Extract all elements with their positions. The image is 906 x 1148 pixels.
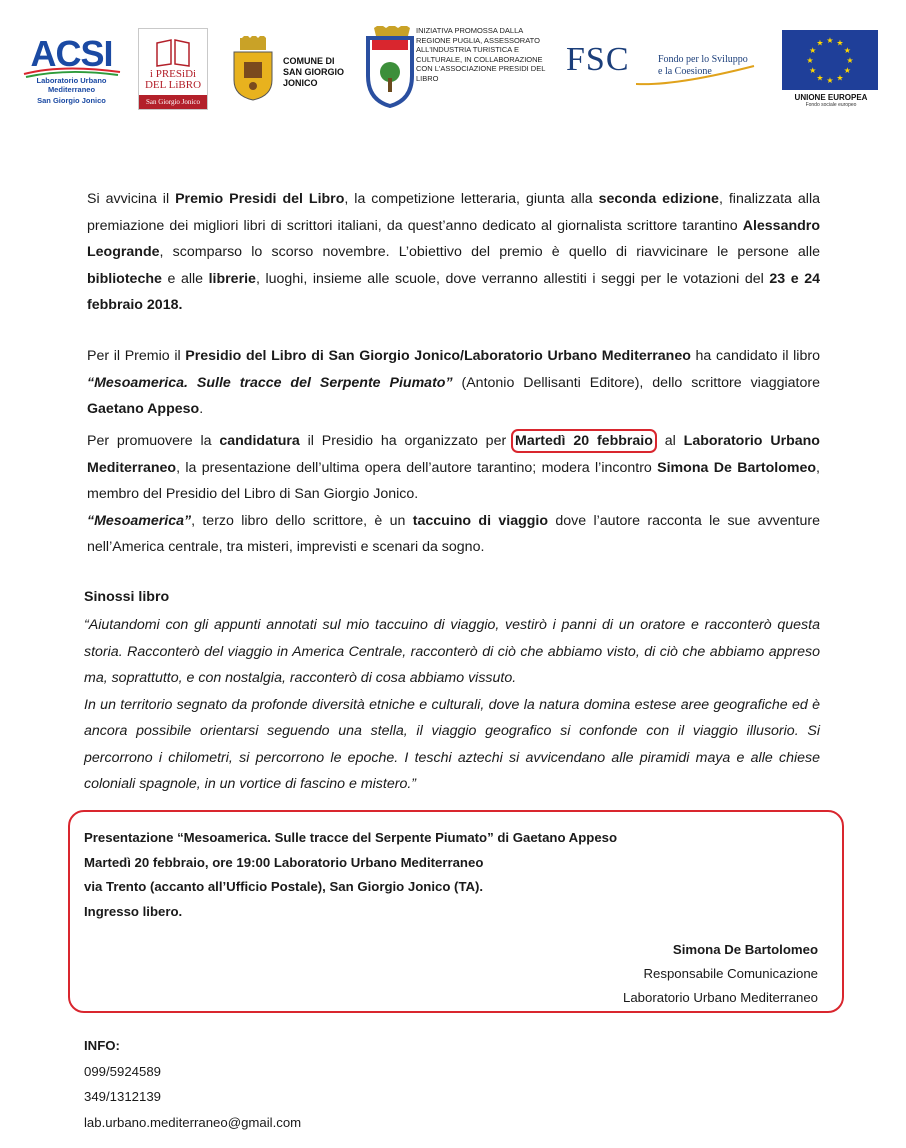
text: , membro del Presidio del Libro di San Giorgio Jonico. <box>87 459 820 502</box>
candidate-paragraph <box>87 343 820 423</box>
text: e alle <box>161 270 209 287</box>
premio-name: Premio Presidi del Libro <box>175 191 345 207</box>
info-phone-2: 349/1312139 <box>84 1089 162 1104</box>
text: ha candidato il libro <box>690 348 820 364</box>
text: , scomparso lo scorso novembre. L’obiettivo del premio è quello di riavvicinare le persone alle <box>159 244 820 260</box>
eu-star-icon: ★ <box>816 73 824 83</box>
sinossi-paragraph-1: “Aiutandomi con gli appunti annotati sul mio taccuino di viaggio, vestirò i panni di un oratore e racconterò questa storia. Racconterò del viaggio in America Centrale, racconterò di ciò che abbiamo visto, di ciò che abbiamo appreso ma, soprattutto, e con nostalgia, racconterò di cosa abbiamo vissuto. <box>84 617 820 686</box>
eu-sublabel: Fondo sociale europeo <box>805 102 857 108</box>
info-email: lab.urbano.mediterraneo@gmail.com <box>84 1114 302 1130</box>
eu-star-icon: ★ <box>806 56 814 65</box>
highlighted-date: Martedì 20 febbraio <box>511 429 657 453</box>
text: dove l’autore racconta le sue avventure nell’America centrale, tra misteri, imprevisti e scenari da sogno. <box>87 512 820 555</box>
presidi-line-2: DEL LiBRO <box>144 79 202 91</box>
text: Per il Premio il <box>87 348 186 364</box>
text: Per promuovere la <box>87 433 220 449</box>
venue-name: Laboratorio Urbano Mediterraneo <box>87 433 820 476</box>
eu-star-icon: ★ <box>843 46 851 55</box>
info-section <box>84 1033 301 1135</box>
text: , luoghi, insieme alle scuole, dove verranno allestiti i seggi per le votazioni del <box>255 270 770 287</box>
regione-crest-icon <box>364 26 414 108</box>
book-icon <box>153 37 193 67</box>
acsi-subtitle-1: Laboratorio Urbano Mediterraneo <box>36 76 107 94</box>
event-line-title: Presentazione “Mesoamerica. Sulle tracce del Serpente Piumato” di Gaetano Appeso <box>84 830 618 845</box>
regione-puglia-logo <box>364 26 554 108</box>
eu-star-icon: ★ <box>826 76 834 85</box>
comune-logo <box>230 36 360 102</box>
fsc-line-1: Fondo per lo Sviluppo <box>658 54 748 65</box>
eu-star-icon: ★ <box>836 38 844 48</box>
signature-role: Responsabile Comunicazione <box>643 966 818 981</box>
text: , terzo libro dello scrittore, è un <box>191 512 413 529</box>
eu-label: UNIONE EUROPEA <box>794 93 868 102</box>
eu-logo <box>782 30 880 116</box>
eu-star-icon: ★ <box>843 66 851 75</box>
signature-org: Laboratorio Urbano Mediterraneo <box>623 990 818 1005</box>
author-name: Gaetano Appeso <box>87 401 200 417</box>
presidio-name: Presidio del Libro di San Giorgio Jonico/Laboratorio Urbano Mediterraneo <box>185 348 691 364</box>
acsi-mark: ACSI <box>30 33 113 74</box>
fsc-mark: FSC <box>566 41 630 78</box>
text: Si avvicina il <box>87 191 176 207</box>
event-paragraph <box>87 428 820 561</box>
fsc-line-2: e la Coesione <box>658 66 712 77</box>
taccuino-emphasis: taccuino di viaggio <box>412 512 549 529</box>
signature-name: Simona De Bartolomeo <box>672 942 818 957</box>
comune-line-2: SAN GIORGIO <box>283 67 345 77</box>
book-title: “Mesoamerica. Sulle tracce del Serpente Piumato” <box>87 374 453 391</box>
comune-line-3: JONICO <box>283 78 318 88</box>
acsi-swoosh-icon <box>22 64 122 78</box>
eu-star-icon: ★ <box>846 56 854 65</box>
eu-star-icon: ★ <box>809 66 817 75</box>
book-short-title: “Mesoamerica” <box>87 512 192 529</box>
eu-star-icon: ★ <box>836 73 844 83</box>
event-line-address: via Trento (accanto all’Ufficio Postale), San Giorgio Jonico (TA). <box>84 879 484 894</box>
eu-flag-icon <box>782 30 878 90</box>
dedicatee-name: Alessandro Leogrande <box>87 217 820 260</box>
signature <box>623 938 818 1010</box>
logo-strip <box>0 22 906 112</box>
intro-paragraph <box>87 186 820 319</box>
text: (Antonio Dellisanti Editore), dello scrittore viaggiatore <box>452 374 820 391</box>
presidi-logo <box>138 28 208 110</box>
eu-star-icon: ★ <box>826 36 834 45</box>
text: al <box>656 433 684 449</box>
presidi-band: San Giorgio Jonico <box>139 95 207 109</box>
acsi-subtitle-2: San Giorgio Jonico <box>37 96 106 105</box>
info-label: INFO: <box>84 1038 120 1053</box>
edition-emphasis: seconda edizione <box>598 191 719 207</box>
text: , la competizione letteraria, giunta alla <box>344 191 599 207</box>
moderator-name: Simona De Bartolomeo <box>657 459 817 476</box>
event-line-datetime: Martedì 20 febbraio, ore 19:00 Laboratorio Urbano Mediterraneo <box>84 854 484 870</box>
eu-star-icon: ★ <box>816 38 824 48</box>
text: , la presentazione dell’ultima opera dell’autore tarantino; modera l’incontro <box>176 459 658 476</box>
candidatura-emphasis: candidatura <box>219 433 300 449</box>
coat-of-arms-icon <box>230 36 276 102</box>
text: , finalizzata alla premiazione dei migliori libri di scrittori italiani, da quest’anno dedicato al giornalista scrittore tarantino <box>87 191 821 234</box>
acsi-logo <box>14 34 129 105</box>
eu-star-icon: ★ <box>809 46 817 55</box>
sinossi-paragraph-2: In un territorio segnato da profonde diversità etniche e culturali, dove la natura domina estese aree geografiche ed è ancora possibile orientarsi seguendo una stella, il viaggio geografico si confonde con il viaggio illusorio. Si percorrono i chilometri, si percorrono le epoche. I teschi aztechi si avvicendano alle piramidi maya e alle chiese coloniali spagnole, in un vortice di fascino e mistero.” <box>84 696 820 792</box>
comune-line-1: COMUNE DI <box>283 56 335 66</box>
text: . <box>199 401 204 417</box>
emphasis-biblioteche: biblioteche <box>87 270 162 287</box>
text: il Presidio ha organizzato per <box>299 433 515 449</box>
presidi-line-1: i PRESiDi <box>149 68 197 80</box>
sinossi-text <box>84 612 820 798</box>
fsc-logo <box>566 40 766 90</box>
emphasis-librerie: librerie <box>208 270 256 287</box>
vote-dates: 23 e 24 febbraio 2018. <box>87 270 820 313</box>
event-box <box>68 810 844 1013</box>
eu-stars-icon <box>782 30 878 90</box>
regione-text: INIZIATIVA PROMOSSA DALLA REGIONE PUGLIA, ASSESSORATO ALL'INDUSTRIA TURISTICA E CULTURALE, IN COLLABORAZIONE CON L'ASSOCIAZIONE PRESIDI DEL LIBRO <box>416 26 546 83</box>
info-phone-1: 099/5924589 <box>84 1063 162 1079</box>
event-line-entry: Ingresso libero. <box>84 903 183 919</box>
sinossi-title: Sinossi libro <box>84 589 170 605</box>
